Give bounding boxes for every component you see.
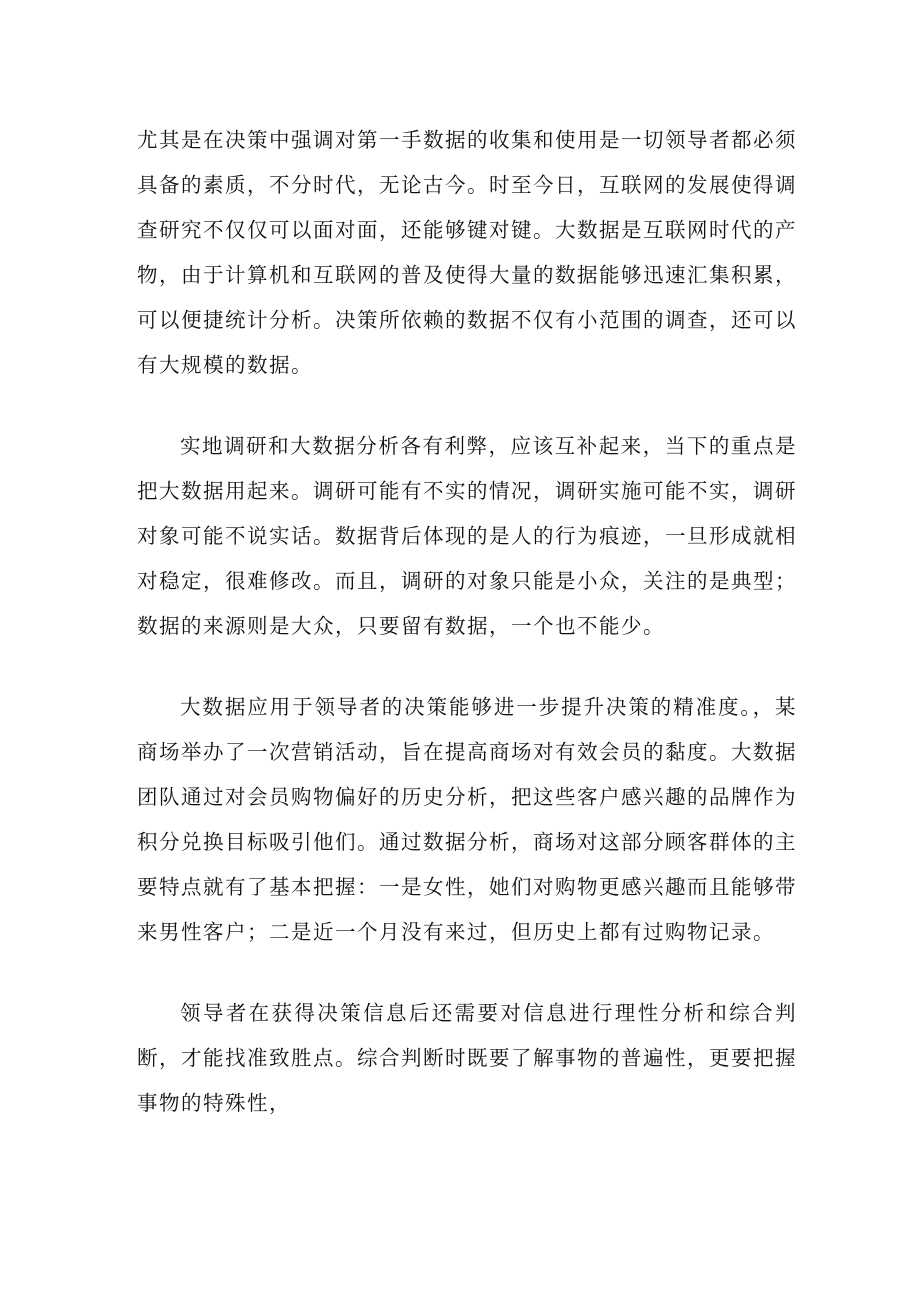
document-body (137, 118, 797, 1162)
paragraph-3: 大数据应用于领导者的决策能够进一步提升决策的精准度。，某商场举办了一次营销活动，旨在提高商场对有效会员的黏度。大数据团队通过对会员购物偏好的历史分析，把这些客户感兴趣的品牌作为积分兑换目标吸引他们。通过数据分析，商场对这部分顾客群体的主要特点就有了基本把握：一是女性，她们对购物更感兴趣而且能够带来男性客户；二是近一个月没有来过，但历史上都有过购物记录。 (137, 695, 797, 944)
paragraph-2: 实地调研和大数据分析各有利弊，应该互补起来，当下的重点是把大数据用起来。调研可能有不实的情况，调研实施可能不实，调研对象可能不说实话。数据背后体现的是人的行为痕迹，一旦形成就相对稳定，很难修改。而且，调研的对象只能是小众，关注的是典型；数据的来源则是大众，只要留有数据，一个也不能少。 (137, 434, 797, 638)
paragraph-1: 尤其是在决策中强调对第一手数据的收集和使用是一切领导者都必须具备的素质，不分时代，无论古今。时至今日，互联网的发展使得调查研究不仅仅可以面对面，还能够键对键。大数据是互联网时代的产物，由于计算机和互联网的普及使得大量的数据能够迅速汇集积累，可以便捷统计分析。决策所依赖的数据不仅有小范围的调查，还可以有大规模的数据。 (137, 128, 797, 377)
paragraph-4: 领导者在获得决策信息后还需要对信息进行理性分析和综合判断，才能找准致胜点。综合判断时既要了解事物的普遍性，更要把握事物的特殊性， (137, 1001, 797, 1115)
